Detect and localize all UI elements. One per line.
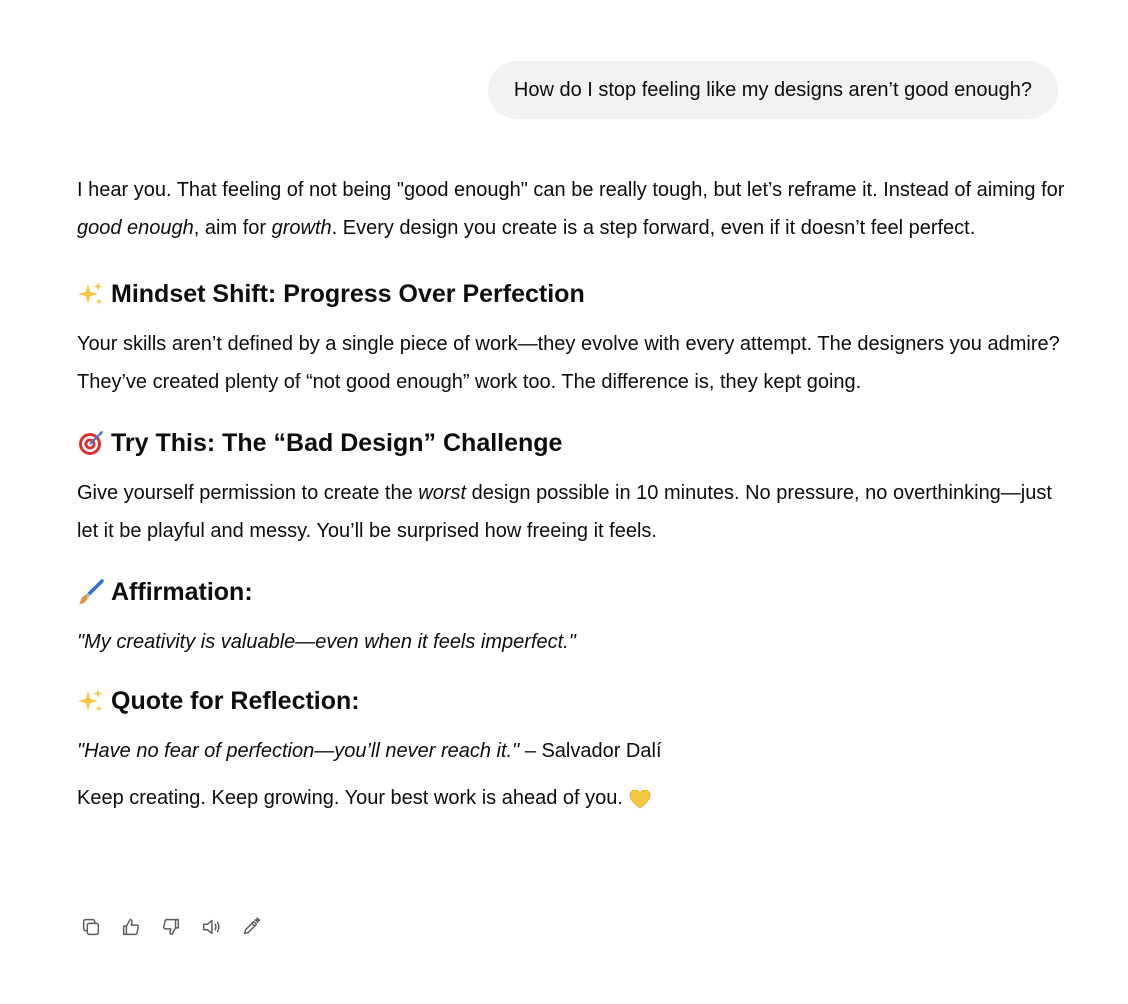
sparkles-icon [77, 280, 105, 308]
challenge-emphasis: worst [418, 482, 467, 504]
yellow-heart-icon [628, 787, 652, 811]
intro-text-2: , aim for [193, 216, 272, 239]
closing-text: Keep creating. Keep growing. Your best work is ahead of you. [77, 787, 623, 809]
challenge-text-1: Give yourself permission to create the [77, 482, 419, 504]
section-heading-text: Mindset Shift: Progress Over Perfection [111, 280, 585, 308]
read-aloud-button[interactable] [197, 913, 225, 941]
copy-button[interactable] [77, 913, 105, 941]
intro-text-1: I hear you. That feeling of not being "good enough" can be really tough, but let’s reframe it. Instead of aiming for [77, 179, 1065, 201]
section-heading-text: Quote for Reflection: [111, 686, 360, 715]
intro-emphasis-2: growth [271, 216, 332, 239]
thumbs-down-icon [160, 916, 182, 938]
section-heading-challenge [77, 426, 1067, 460]
affirmation-text: "My creativity is valuable—even when it feels imperfect." [77, 631, 576, 653]
section-heading-mindset [77, 277, 1067, 311]
affirmation-quote [77, 624, 1067, 662]
section-heading-text: Affirmation: [111, 578, 253, 606]
thumbs-down-button[interactable] [157, 913, 185, 941]
intro-text-3: . Every design you create is a step forward, even if it doesn’t feel perfect. [331, 216, 976, 239]
message-actions [77, 913, 265, 941]
intro-emphasis-1: good enough [77, 216, 194, 239]
sparkles-icon [77, 687, 105, 715]
closing-line [77, 780, 1067, 818]
paintbrush-icon [77, 578, 105, 606]
quote-attribution: – Salvador Dalí [519, 739, 662, 762]
edit-in-canvas-button[interactable] [237, 913, 265, 941]
assistant-message [77, 172, 1067, 818]
thumbs-up-button[interactable] [117, 913, 145, 941]
mindset-paragraph: Your skills aren’t defined by a single piece of work—they evolve with every attempt. The designers you admire? They’ve created plenty of “not good enough” work too. The difference is, they kept going. [77, 333, 1060, 393]
reflection-quote-text: "Have no fear of perfection—you’ll never reach it." [77, 739, 520, 762]
user-message-bubble: How do I stop feeling like my designs aren’t good enough? [488, 61, 1058, 119]
challenge-text-2: design possible in 10 minutes. No pressure, no overthinking—just let it be playful and messy. You’ll be surprised how freeing it feels. [77, 482, 1052, 542]
section-heading-affirmation [77, 575, 1067, 609]
section-heading-reflection [77, 684, 1067, 718]
bullseye-icon [77, 429, 105, 457]
section-heading-text: Try This: The “Bad Design” Challenge [111, 429, 563, 457]
edit-sparkle-icon [240, 916, 262, 938]
thumbs-up-icon [120, 916, 142, 938]
intro-paragraph [77, 172, 1067, 247]
copy-icon [80, 916, 102, 938]
reflection-quote [77, 733, 1067, 771]
user-message-row [488, 61, 1058, 119]
speaker-icon [200, 916, 222, 938]
challenge-paragraph [77, 475, 1067, 550]
